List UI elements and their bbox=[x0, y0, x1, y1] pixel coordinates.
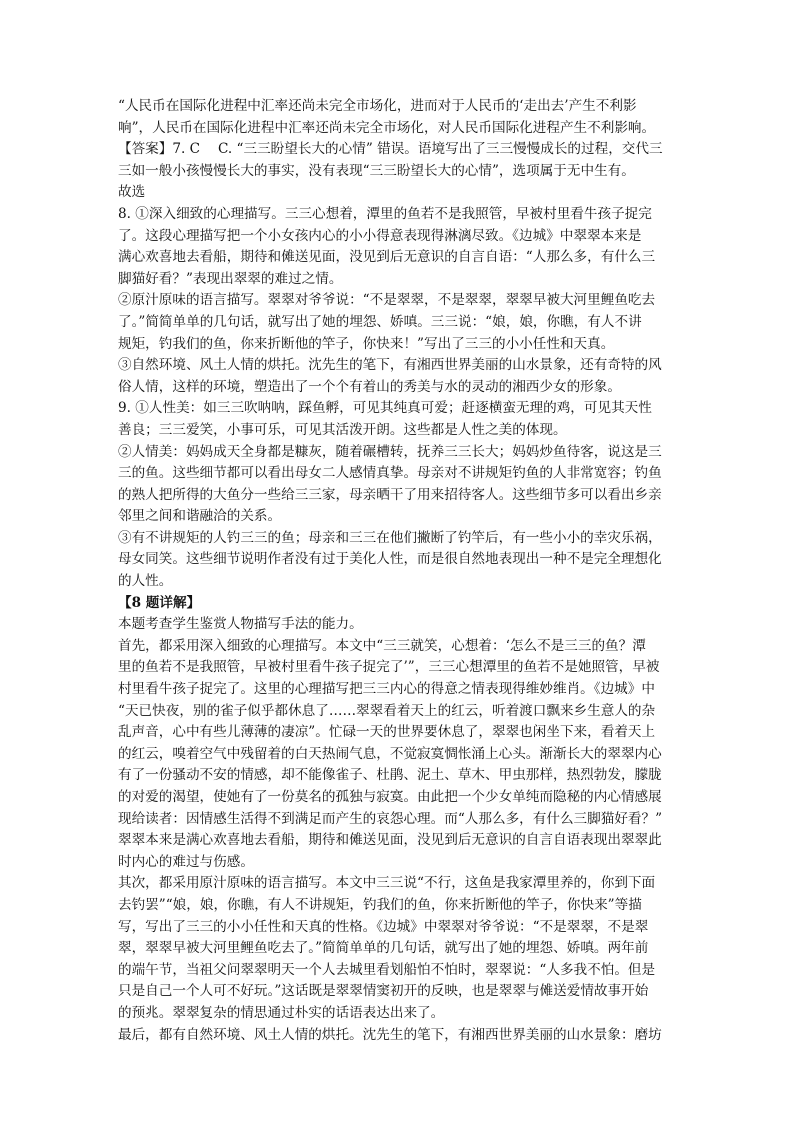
text-line: 只是自己一个人可不好玩。”这话既是翠翠情窦初开的反映，也是翠翠与傩送爱情故事开始 bbox=[118, 983, 649, 1000]
text-line: 的对爱的渴望，使她有了一份莫名的孤独与寂寞。由此把一个少女单纯而隐秘的内心情感展 bbox=[118, 789, 662, 805]
text-line: 的端午节，当祖父问翠翠明天一个人去城里看划船怕不怕时，翠翠说：“人多我不怕。但是 bbox=[118, 961, 656, 978]
text-line: “天已快夜，别的雀子似乎都休息了……翠翠看着天上的红云，听着渡口飘来乡生意人的杂 bbox=[118, 702, 656, 719]
document-body bbox=[118, 96, 680, 1046]
text-line: 其次，都采用原汁原味的语言描写。本文中三三说“不行，这鱼是我家潭里养的，你到下面 bbox=[118, 875, 656, 892]
text-line: 现给读者：因情感生活得不到满足而产生的哀怨心理。而“人那么多，有什么三脚猫好看？” bbox=[118, 810, 663, 827]
text-line: 善良；三三爱笑，小事可乐，可见其活泼开朗。这些都是人性之美的体现。 bbox=[118, 421, 567, 438]
section-heading: 【8 题详解】 bbox=[118, 594, 201, 611]
text-line: 里的鱼若不是我照管，早被村里看牛孩子捉完了’”，三三心想潭里的鱼若不是她照管，早被 bbox=[118, 659, 660, 676]
text-line: 时内心的难过与伤感。 bbox=[118, 853, 254, 870]
text-line: 翠翠本来是满心欢喜地去看船，期待和傩送见面，没见到后无意识的自言自语表现出翠翠此 bbox=[118, 832, 662, 849]
text-line: 俗人情，这样的环境，塑造出了一个个有着山的秀美与水的灵动的湘西少女的形象。 bbox=[118, 378, 621, 395]
text-line: 故选 bbox=[118, 184, 146, 201]
text-line: 有了一份骚动不安的情感，却不能像雀子、杜鹃、泥土、草木、甲虫那样，热烈勃发，朦胧 bbox=[118, 767, 662, 784]
text-line: 了。”简简单单的几句话，就写出了她的埋怨、娇嗔。三三说：“娘，娘，你瞧，有人不讲 bbox=[118, 313, 642, 330]
text-line: 的预兆。翠翠复杂的情思通过朴实的话语表达出来了。 bbox=[118, 1004, 445, 1021]
text-line: 本题考查学生鉴赏人物描写手法的能力。 bbox=[118, 616, 363, 633]
text-line: 村里看牛孩子捉完了。这里的心理描写把三三内心的得意之情表现得维妙维肖。《边城》中 bbox=[118, 681, 655, 698]
text-line: 邻里之间和谐融洽的关系。 bbox=[118, 508, 282, 525]
text-line: 规矩，钓我们的鱼，你来折断他的竿子，你快来！”写出了三三的小小任性和天真。 bbox=[118, 335, 615, 352]
text-line: ③自然环境、风土人情的烘托。沈先生的笔下，有湘西世界美丽的山水景象，还有奇特的风 bbox=[118, 357, 662, 374]
text-line: 脚猫好看？”表现出翠翠的难过之情。 bbox=[118, 270, 343, 287]
text-line: 三的鱼。这些细节都可以看出母女二人感情真挚。母亲对不讲规矩钓鱼的人非常宽容；钓鱼 bbox=[118, 465, 662, 482]
text-line: ②人情美：妈妈成天全身都是糠灰，随着碾槽转，抚养三三长大；妈妈炒鱼待客，说这是三 bbox=[118, 443, 662, 460]
text-line: 的红云，嗅着空气中残留着的白天热闹气息，不觉寂寞惆怅涌上心头。渐渐长大的翠翠内心 bbox=[118, 745, 662, 762]
answer-line: 【答案】7. C C. “三三盼望长大的心情” 错误。语境写出了三三慢慢成长的过程，交代三 bbox=[118, 141, 663, 158]
text-line: 去钓罢”“娘，娘，你瞧，有人不讲规矩，钓我们的鱼，你来折断他的竿子，你快来”等描 bbox=[118, 896, 642, 913]
text-line: 了。这段心理描写把一个小女孩内心的小小得意表现得淋漓尽致。《边城》中翠翠本来是 bbox=[118, 227, 642, 244]
text-line: 满心欢喜地去看船，期待和傩送见面，没见到后无意识的自言自语：“人那么多，有什么三 bbox=[118, 249, 656, 266]
text-line: ③有不讲规矩的人钓三三的鱼；母亲和三三在他们撇断了钓竿后，有一些小小的幸灾乐祸， bbox=[118, 529, 662, 546]
text-line: 乱声音，心中有些儿薄薄的凄凉”。忙碌一天的世界要休息了，翠翠也闲坐下来，看着天上 bbox=[118, 724, 656, 741]
text-line: 写，写出了三三的小小任性和天真的性格。《边城》中翠翠对爷爷说：“不是翠翠，不是翠 bbox=[118, 918, 649, 935]
text-line: ②原汁原味的语言描写。翠翠对爷爷说：“不是翠翠，不是翠翠，翠翠早被大河里鲤鱼吃去 bbox=[118, 292, 656, 309]
text-line: 的熟人把所得的大鱼分一些给三三家，母亲晒干了用来招待客人。这些细节多可以看出乡亲 bbox=[118, 486, 662, 503]
text-line: 的人性。 bbox=[118, 573, 173, 590]
text-line: 最后，都有自然环境、风土人情的烘托。沈先生的笔下，有湘西世界美丽的山水景象：磨坊 bbox=[118, 1026, 662, 1043]
text-line: 翠，翠翠早被大河里鲤鱼吃去了。”简简单单的几句话，就写出了她的埋怨、娇嗔。两年前 bbox=[118, 940, 649, 957]
text-line: “人民币在国际化进程中汇率还尚未完全市场化，进而对于人民币的‘走出去’产生不利影 bbox=[118, 98, 637, 114]
text-line: 8. ①深入细致的心理描写。三三心想着，潭里的鱼若不是我照管，早被村里看牛孩子捉完 bbox=[118, 205, 652, 222]
text-line: 首先，都采用深入细致的心理描写。本文中“三三就笑，心想着：‘怎么不是三三的鱼？潭 bbox=[118, 637, 646, 654]
text-line: 母女同笑。这些细节说明作者没有过于美化人性，而是很自然地表现出一种不是完全理想化 bbox=[118, 551, 662, 568]
text-line: 响”，人民币在国际化进程中汇率还尚未完全市场化，对人民币国际化进程产生不利影响。 bbox=[118, 119, 656, 136]
text-line: 9. ①人性美：如三三吹呐呐，踩鱼孵，可见其纯真可爱；赶逐横蛮无理的鸡，可见其天性 bbox=[118, 400, 652, 417]
text-line: 三如一般小孩慢慢长大的事实，没有表现“三三盼望长大的心情”，选项属于无中生有。 bbox=[118, 162, 635, 179]
